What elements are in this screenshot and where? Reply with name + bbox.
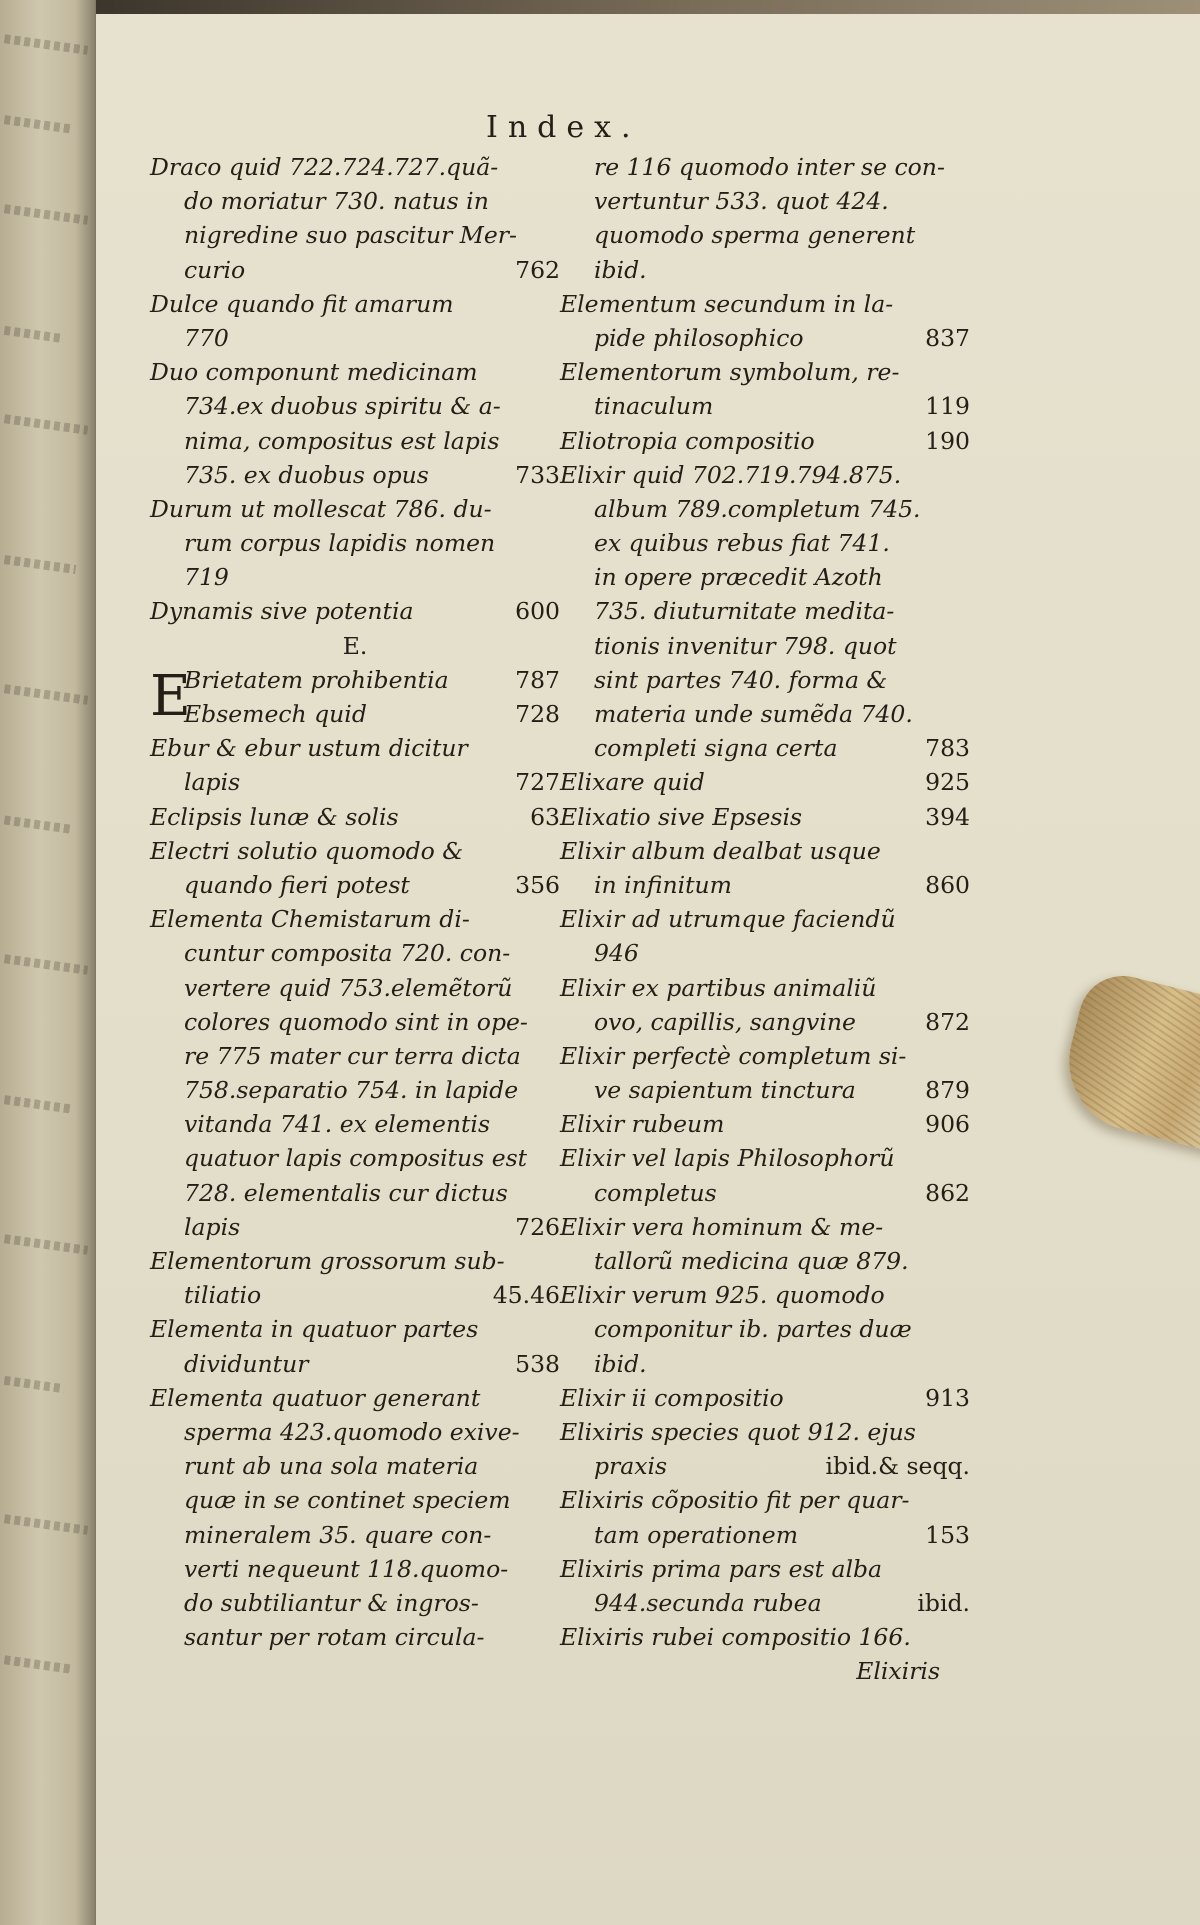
index-term: lapis xyxy=(184,768,241,797)
index-line xyxy=(150,184,560,218)
index-entry xyxy=(560,1381,970,1415)
index-line xyxy=(560,1005,970,1039)
index-term: Elixir ex partibus animaliũ xyxy=(560,973,877,1002)
index-term: completus xyxy=(594,1178,717,1207)
page-top-edge xyxy=(96,0,1200,14)
index-term: lapis xyxy=(184,1212,241,1241)
index-term: re 775 mater cur terra dicta xyxy=(184,1041,521,1070)
index-line xyxy=(150,1381,560,1415)
index-term: Eliotropia compositio xyxy=(560,426,815,455)
index-term: runt ab una sola materia xyxy=(184,1452,479,1481)
index-term: ibid. xyxy=(594,255,647,284)
index-term: Electri solutio quomodo & xyxy=(150,836,464,865)
index-entry xyxy=(560,355,970,423)
index-term: Ebsemech quid xyxy=(184,700,367,728)
index-line xyxy=(560,1620,970,1654)
index-entry xyxy=(560,1039,970,1107)
index-line xyxy=(150,936,560,970)
index-term: ve sapientum tinctura xyxy=(594,1076,856,1105)
index-term: ovo, capillis, sangvine xyxy=(594,1007,856,1036)
index-term: re 116 quomodo inter se con- xyxy=(594,153,945,181)
index-line xyxy=(560,1107,970,1141)
index-line xyxy=(150,424,560,458)
index-term: Durum ut mollescat 786. du- xyxy=(150,494,492,523)
page-reference: 837 xyxy=(925,323,970,352)
index-line xyxy=(150,1005,560,1039)
index-line xyxy=(150,902,560,936)
index-term: 946 xyxy=(594,939,639,968)
index-line xyxy=(560,150,970,184)
index-line xyxy=(560,560,970,594)
index-term: Elixir vera hominum & me- xyxy=(560,1212,884,1241)
index-line xyxy=(150,526,560,560)
index-term: album 789.completum 745. xyxy=(594,494,921,523)
index-line xyxy=(560,287,970,321)
index-line xyxy=(560,936,970,970)
page-reference: ibid. xyxy=(917,1588,970,1617)
page-reference: 783 xyxy=(925,734,970,763)
index-term: in infinitum xyxy=(594,870,732,899)
index-line xyxy=(560,184,970,218)
index-term: nigredine suo pascitur Mer- xyxy=(184,221,517,250)
index-line xyxy=(150,1552,560,1586)
index-term: Elixiris species quot 912. ejus xyxy=(560,1417,916,1446)
index-entry xyxy=(560,1278,970,1381)
index-line xyxy=(560,526,970,560)
index-line xyxy=(560,1244,970,1278)
index-term: Elixatio sive Epsesis xyxy=(560,802,803,831)
index-line xyxy=(150,1449,560,1483)
index-line xyxy=(150,1347,560,1381)
index-term: tallorũ medicina quæ 879. xyxy=(594,1247,909,1275)
page-reference: 538 xyxy=(515,1349,560,1378)
index-line xyxy=(150,458,560,492)
index-term: Elementa Chemistarum di- xyxy=(150,905,470,934)
index-term: 944.secunda rubea xyxy=(594,1588,822,1617)
index-term: quando fieri potest xyxy=(184,870,410,899)
index-entry xyxy=(560,1141,970,1209)
index-line xyxy=(150,1039,560,1073)
section-letter: E. xyxy=(342,631,368,660)
page-reference: 356 xyxy=(515,870,560,899)
catchword: Elixiris xyxy=(856,1657,940,1686)
index-term: materia unde sumẽda 740. xyxy=(594,700,913,728)
index-entry xyxy=(560,1415,970,1483)
page-reference: 63 xyxy=(530,802,560,831)
index-line xyxy=(560,389,970,423)
index-term: tiliatio xyxy=(184,1281,262,1310)
index-entry xyxy=(560,1483,970,1551)
page-reference: 728 xyxy=(515,700,560,728)
index-line xyxy=(560,731,970,765)
index-term: quomodo sperma generent xyxy=(594,221,916,250)
index-term: Elixir perfectè completum si- xyxy=(560,1041,907,1070)
index-line xyxy=(560,1176,970,1210)
index-line xyxy=(150,697,560,731)
page-reference: 733 xyxy=(515,460,560,489)
index-entry xyxy=(150,834,560,902)
index-line xyxy=(150,1620,560,1654)
index-term: do moriatur 730. natus in xyxy=(184,187,489,216)
page-reference: ibid.& seqq. xyxy=(825,1452,970,1481)
index-line xyxy=(150,1244,560,1278)
index-line xyxy=(560,1483,970,1517)
index-term: Dulce quando fit amarum xyxy=(150,289,454,318)
index-line xyxy=(560,1449,970,1483)
index-term: Elixare quid xyxy=(560,768,705,797)
page-reference: 862 xyxy=(925,1178,970,1207)
index-line xyxy=(150,150,560,184)
page-reference: 726 xyxy=(515,1212,560,1241)
index-entry xyxy=(150,150,560,287)
index-term: Elixiris rubei compositio 166. xyxy=(560,1623,911,1652)
index-line xyxy=(560,1073,970,1107)
index-entry xyxy=(150,492,560,595)
page-reference: 600 xyxy=(515,597,560,626)
index-line xyxy=(150,287,560,321)
index-line xyxy=(560,1210,970,1244)
index-entry xyxy=(560,834,970,902)
index-entry xyxy=(150,663,560,731)
index-line xyxy=(150,765,560,799)
index-term: 735. diuturnitate medita- xyxy=(594,597,895,626)
index-line xyxy=(150,355,560,389)
index-entry xyxy=(150,1244,560,1312)
index-line xyxy=(560,765,970,799)
index-line xyxy=(150,971,560,1005)
index-line xyxy=(560,458,970,492)
index-line xyxy=(560,253,970,287)
index-entry xyxy=(560,902,970,970)
index-term: Eclipsis lunæ & solis xyxy=(150,802,399,831)
index-line xyxy=(560,424,970,458)
index-term: Ebur & ebur ustum dicitur xyxy=(150,734,468,763)
index-line xyxy=(560,1039,970,1073)
index-term: dividuntur xyxy=(184,1349,309,1378)
index-line xyxy=(150,560,560,594)
index-entry xyxy=(150,594,560,628)
index-term: tam operationem xyxy=(594,1520,798,1549)
index-term: 770 xyxy=(184,323,229,352)
index-term: ibid. xyxy=(594,1349,647,1378)
book-binding-gutter xyxy=(0,0,100,1925)
index-line xyxy=(560,834,970,868)
index-entry xyxy=(560,150,970,287)
index-line xyxy=(150,1278,560,1312)
index-term: Elixir verum 925. quomodo xyxy=(560,1281,885,1310)
index-entry xyxy=(560,765,970,799)
index-line xyxy=(150,868,560,902)
index-line xyxy=(150,253,560,287)
index-term: vertuntur 533. quot 424. xyxy=(594,187,889,216)
index-term: 734.ex duobus spiritu & a- xyxy=(184,392,501,421)
index-entry xyxy=(150,1312,560,1380)
index-term: Elixir ad utrumque faciendũ xyxy=(560,905,896,934)
index-term: mineralem 35. quare con- xyxy=(184,1520,492,1549)
index-line xyxy=(150,1415,560,1449)
index-column-right xyxy=(560,150,970,1688)
index-line xyxy=(560,1141,970,1175)
page-reference: 860 xyxy=(925,870,970,899)
index-entry xyxy=(560,424,970,458)
index-line xyxy=(560,1518,970,1552)
index-line xyxy=(560,971,970,1005)
index-line xyxy=(150,834,560,868)
index-term: tinaculum xyxy=(594,392,714,421)
page-reference: 727 xyxy=(515,768,560,797)
index-line xyxy=(560,1415,970,1449)
index-entry xyxy=(150,287,560,355)
index-line xyxy=(560,218,970,252)
index-entry xyxy=(150,731,560,799)
index-term: Elementorum symbolum, re- xyxy=(560,358,900,387)
index-column-left xyxy=(150,150,560,1654)
index-line xyxy=(560,902,970,936)
page-reference: 879 xyxy=(925,1076,970,1105)
index-term: quæ in se continet speciem xyxy=(184,1486,511,1515)
index-term: Elementa quatuor generant xyxy=(150,1383,481,1412)
index-line xyxy=(150,321,560,355)
index-term: Brietatem prohibentia xyxy=(184,665,449,694)
index-line xyxy=(560,1347,970,1381)
index-line xyxy=(560,1552,970,1586)
index-term: cuntur composita 720. con- xyxy=(184,939,511,968)
index-entry xyxy=(560,971,970,1039)
index-term: Elixir ii compositio xyxy=(560,1383,784,1412)
index-term: completi signa certa xyxy=(594,734,838,763)
index-term: componitur ib. partes duæ xyxy=(594,1315,912,1344)
index-term: Elixir album dealbat usque xyxy=(560,836,881,865)
index-entry xyxy=(150,902,560,1244)
index-term: vertere quid 753.elemẽtorũ xyxy=(184,973,513,1002)
index-term: ex quibus rebus fiat 741. xyxy=(594,529,890,558)
index-line xyxy=(150,492,560,526)
page-reference: 153 xyxy=(925,1520,970,1549)
index-entry xyxy=(150,1381,560,1655)
index-term: colores quomodo sint in ope- xyxy=(184,1007,528,1036)
index-term: Elementa in quatuor partes xyxy=(150,1315,479,1344)
index-term: 728. elementalis cur dictus xyxy=(184,1178,508,1207)
index-term: Elementum secundum in la- xyxy=(560,289,894,318)
index-line xyxy=(150,1586,560,1620)
drop-cap-letter: E xyxy=(150,663,191,729)
page-reference: 906 xyxy=(925,1110,970,1139)
index-entry xyxy=(560,287,970,355)
index-line xyxy=(560,492,970,526)
index-term: 758.separatio 754. in lapide xyxy=(184,1076,519,1105)
index-term: tionis invenitur 798. quot xyxy=(594,631,897,660)
index-line xyxy=(560,629,970,663)
index-line xyxy=(560,355,970,389)
index-entry xyxy=(560,458,970,766)
page-reference: 119 xyxy=(925,392,970,421)
page-reference: 913 xyxy=(925,1383,970,1412)
page-reference: 925 xyxy=(925,768,970,797)
index-term: nima, compositus est lapis xyxy=(184,426,500,455)
page-reference: 872 xyxy=(925,1007,970,1036)
index-line xyxy=(560,594,970,628)
index-entry xyxy=(560,1107,970,1141)
index-line xyxy=(560,1312,970,1346)
page-header: Index. xyxy=(486,110,641,145)
index-line xyxy=(560,800,970,834)
index-entry xyxy=(560,1620,970,1654)
index-line xyxy=(150,1312,560,1346)
index-line xyxy=(560,697,970,731)
index-term: Elementorum grossorum sub- xyxy=(150,1247,505,1275)
index-line xyxy=(560,1586,970,1620)
index-line xyxy=(150,218,560,252)
index-term: curio xyxy=(184,255,246,284)
index-term: 719 xyxy=(184,563,229,592)
index-term: rum corpus lapidis nomen xyxy=(184,529,496,558)
index-term: Elixir quid 702.719.794.875. xyxy=(560,460,902,489)
page-reference: 45.46 xyxy=(492,1281,560,1310)
index-line xyxy=(150,389,560,423)
index-term: Elixir vel lapis Philosophorũ xyxy=(560,1144,895,1173)
index-term: quatuor lapis compositus est xyxy=(184,1144,528,1173)
index-term: Duo componunt medicinam xyxy=(150,358,478,387)
index-entry xyxy=(150,800,560,834)
index-line xyxy=(560,1278,970,1312)
index-term: in opere præcedit Azoth xyxy=(594,563,883,592)
index-line xyxy=(150,1141,560,1175)
page-reference: 190 xyxy=(925,426,970,455)
index-term: Draco quid 722.724.727.quã- xyxy=(150,153,499,181)
index-line xyxy=(150,1107,560,1141)
index-line xyxy=(150,1483,560,1517)
index-term: santur per rotam circula- xyxy=(184,1623,485,1652)
index-term: verti nequeunt 118.quomo- xyxy=(184,1554,509,1583)
index-term: sint partes 740. forma & xyxy=(594,665,888,694)
index-line xyxy=(150,1210,560,1244)
index-line xyxy=(150,594,560,628)
index-term: Elixiris prima pars est alba xyxy=(560,1554,883,1583)
page-reference: 787 xyxy=(515,665,560,694)
index-term: praxis xyxy=(594,1452,668,1481)
page-reference: 394 xyxy=(925,802,970,831)
index-line xyxy=(150,800,560,834)
page-reference: 762 xyxy=(515,255,560,284)
index-line xyxy=(560,663,970,697)
index-entry xyxy=(560,800,970,834)
index-line xyxy=(150,731,560,765)
index-term: pide philosophico xyxy=(594,323,804,352)
index-line xyxy=(560,868,970,902)
index-entry xyxy=(150,355,560,492)
index-line xyxy=(560,1381,970,1415)
index-line xyxy=(560,321,970,355)
index-term: vitanda 741. ex elementis xyxy=(184,1110,491,1139)
index-entry xyxy=(560,1552,970,1620)
index-term: 735. ex duobus opus xyxy=(184,460,429,489)
index-term: Elixir rubeum xyxy=(560,1110,725,1139)
index-line xyxy=(150,1176,560,1210)
index-term: Elixiris cõpositio fit per quar- xyxy=(560,1486,910,1515)
index-term: Dynamis sive potentia xyxy=(150,597,414,626)
index-line xyxy=(150,1073,560,1107)
index-entry xyxy=(560,1210,970,1278)
index-term: sperma 423.quomodo exive- xyxy=(184,1417,520,1446)
index-line xyxy=(150,1518,560,1552)
index-term: do subtiliantur & ingros- xyxy=(184,1588,479,1617)
